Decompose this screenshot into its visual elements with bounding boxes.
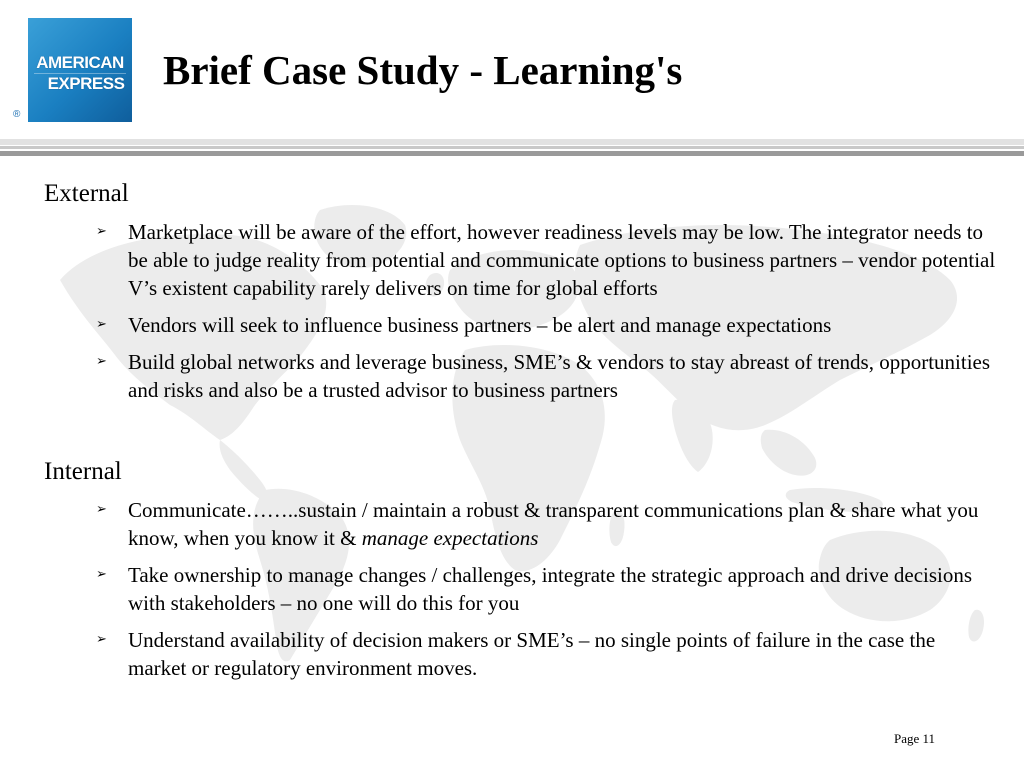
internal-bullet-item [96, 561, 996, 617]
arrow-bullet-icon: ➢ [96, 502, 107, 517]
arrow-bullet-icon: ➢ [96, 354, 107, 369]
header-rule-mid [0, 146, 1024, 149]
slide-title: Brief Case Study - Learning's [163, 47, 683, 93]
external-bullet-item [96, 218, 996, 302]
arrow-bullet-icon: ➢ [96, 224, 107, 239]
internal-bullet-item [96, 496, 996, 552]
bullet-text: Marketplace will be aware of the effort, however readiness levels may be low. The integrator needs to be able to judge reality from potential and communicate options to business partners – vendor potential V’s existent capability rarely delivers on time for global efforts [128, 220, 996, 300]
registered-trademark-icon: ® [13, 109, 21, 120]
external-bullet-item [96, 311, 996, 339]
bullet-text: Understand availability of decision makers or SME’s – no single points of failure in the case the market or regulatory environment moves. [128, 628, 936, 680]
external-bullet-list [96, 218, 996, 413]
internal-bullet-list [96, 496, 996, 691]
arrow-bullet-icon: ➢ [96, 632, 107, 647]
logo-text-american: AMERICAN [36, 53, 124, 72]
bullet-emphasis: manage expectations [361, 526, 539, 550]
map-central-america [220, 440, 268, 502]
map-southeast-asia [761, 430, 817, 476]
internal-bullet-item [96, 626, 996, 682]
external-bullet-item [96, 348, 996, 404]
header-rule-light [0, 139, 1024, 145]
bullet-text: Communicate……..sustain / maintain a robust & transparent communications plan & share what you know, when you know it & [128, 498, 979, 550]
logo-text-express: EXPRESS [47, 74, 125, 93]
bullet-text: Build global networks and leverage business, SME’s & vendors to stay abreast of trends, opportunities and risks and also be a trusted advisor to business partners [128, 350, 991, 402]
american-express-logo [28, 18, 132, 122]
section-heading-external: External [44, 180, 129, 207]
page-number: Page 11 [894, 731, 936, 746]
bullet-text: Vendors will seek to influence business partners – be alert and manage expectations [128, 313, 832, 337]
arrow-bullet-icon: ➢ [96, 317, 107, 332]
header-rule-dark [0, 151, 1024, 156]
arrow-bullet-icon: ➢ [96, 567, 107, 582]
bullet-text: Take ownership to manage changes / challenges, integrate the strategic approach and drive decisions with stakeholders – no one will do this for you [128, 563, 973, 615]
section-heading-internal: Internal [44, 458, 122, 485]
